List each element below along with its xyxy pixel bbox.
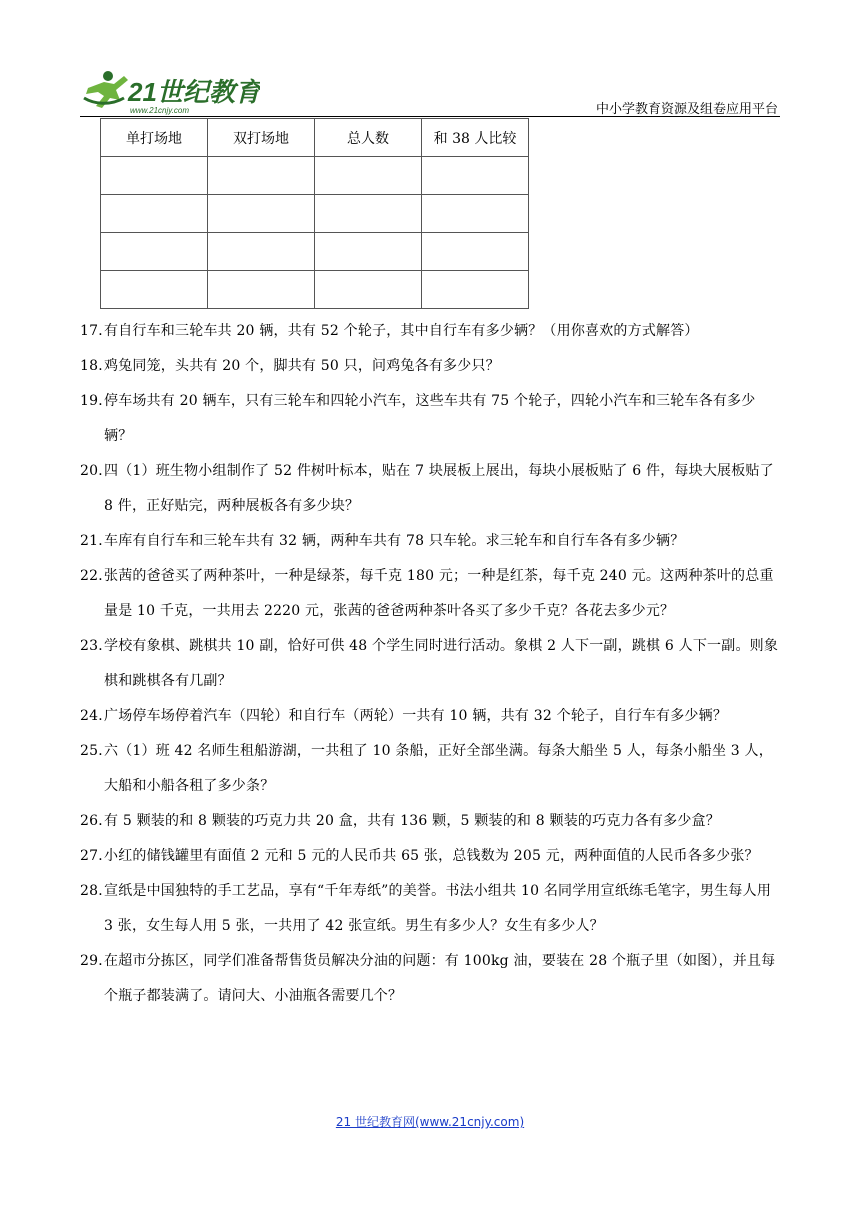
table-cell[interactable]: [315, 271, 422, 309]
court-comparison-table: [100, 118, 529, 309]
question-text: 鸡兔同笼，头共有 20 个，脚共有 50 只，问鸡兔各有多少只？: [104, 358, 500, 374]
question-number: 28．: [80, 883, 113, 899]
table-cell[interactable]: [101, 271, 208, 309]
question-number: 18．: [80, 358, 113, 374]
question-item: [80, 524, 780, 559]
question-text: 六（1）班 42 名师生租船游湖，一共租了 10 条船，正好全部坐满。每条大船坐 5 人，每条小船坐 3 人，大船和小船各租了多少条？: [104, 743, 773, 794]
question-number: 29．: [80, 953, 113, 969]
logo-url: www.21cnjy.com: [130, 106, 189, 115]
table-cell[interactable]: [315, 195, 422, 233]
table-header-cell: 总人数: [315, 119, 422, 157]
table-cell[interactable]: [208, 157, 315, 195]
table-cell[interactable]: [422, 271, 529, 309]
table-cell[interactable]: [101, 195, 208, 233]
question-item: [80, 629, 780, 699]
question-number: 25．: [80, 743, 113, 759]
question-number: 21．: [80, 533, 113, 549]
question-item: [80, 839, 780, 874]
table-cell[interactable]: [208, 271, 315, 309]
question-text: 宣纸是中国独特的手工艺品，享有“千年寿纸”的美誉。书法小组共 10 名同学用宣纸练毛笔字，男生每人用 3 张，女生每人用 5 张，一共用了 42 张宣纸。男生有多少人？女生有多少人？: [104, 883, 772, 934]
question-number: 24．: [80, 708, 113, 724]
table-cell[interactable]: [101, 157, 208, 195]
question-item: [80, 349, 780, 384]
question-text: 车库有自行车和三轮车共有 32 辆，两种车共有 78 只车轮。求三轮车和自行车各有多少辆？: [104, 533, 685, 549]
question-item: [80, 804, 780, 839]
question-item: [80, 454, 780, 524]
question-text: 有 5 颗装的和 8 颗装的巧克力共 20 盒，共有 136 颗，5 颗装的和 8 颗装的巧克力各有多少盒？: [104, 813, 720, 829]
question-number: 26．: [80, 813, 113, 829]
question-text: 有自行车和三轮车共 20 辆，共有 52 个轮子，其中自行车有多少辆？（用你喜欢的方式解答）: [104, 323, 699, 339]
table-cell[interactable]: [101, 233, 208, 271]
question-item: [80, 944, 780, 1014]
question-number: 22．: [80, 568, 113, 584]
question-text: 小红的储钱罐里有面值 2 元和 5 元的人民币共 65 张，总钱数为 205 元，两种面值的人民币各多少张？: [104, 848, 759, 864]
page-footer: [0, 1113, 860, 1130]
header-divider: [80, 116, 780, 117]
table-header-row: [101, 119, 529, 157]
table-header-cell: 单打场地: [101, 119, 208, 157]
table-row: [101, 157, 529, 195]
table-header-cell: 双打场地: [208, 119, 315, 157]
table-cell[interactable]: [422, 233, 529, 271]
table-cell[interactable]: [422, 157, 529, 195]
table-row: [101, 195, 529, 233]
question-text: 停车场共有 20 辆车，只有三轮车和四轮小汽车，这些车共有 75 个轮子，四轮小汽车和三轮车各有多少辆？: [104, 393, 756, 444]
question-list: [80, 314, 780, 1014]
table-cell[interactable]: [315, 157, 422, 195]
table-row: [101, 233, 529, 271]
question-text: 学校有象棋、跳棋共 10 副，恰好可供 48 个学生同时进行活动。象棋 2 人下一副，跳棋 6 人下一副。则象棋和跳棋各有几副？: [104, 638, 779, 689]
question-item: [80, 734, 780, 804]
question-text: 张茜的爸爸买了两种茶叶，一种是绿茶，每千克 180 元；一种是红茶，每千克 240 元。这两种茶叶的总重量是 10 千克，一共用去 2220 元，张茜的爸爸两种茶叶各买了多少千克？各花去多少元？: [104, 568, 774, 619]
table-cell[interactable]: [208, 233, 315, 271]
question-number: 20．: [80, 463, 113, 479]
logo-text: 21世纪教育: [128, 77, 260, 107]
footer-site-link[interactable]: 21 世纪教育网(www.21cnjy.com): [335, 1115, 525, 1129]
question-item: [80, 314, 780, 349]
question-item: [80, 699, 780, 734]
table-row: [101, 271, 529, 309]
question-item: [80, 874, 780, 944]
question-text: 广场停车场停着汽车（四轮）和自行车（两轮）一共有 10 辆，共有 32 个轮子，自行车有多少辆？: [104, 708, 728, 724]
question-number: 19．: [80, 393, 113, 409]
question-number: 23．: [80, 638, 113, 654]
table-cell[interactable]: [208, 195, 315, 233]
question-number: 17．: [80, 323, 113, 339]
question-text: 四（1）班生物小组制作了 52 件树叶标本，贴在 7 块展板上展出，每块小展板贴了 6 件，每块大展板贴了 8 件，正好贴完，两种展板各有多少块？: [104, 463, 774, 514]
question-item: [80, 559, 780, 629]
table-cell[interactable]: [422, 195, 529, 233]
question-text: 在超市分拣区，同学们准备帮售货员解决分油的问题：有 100kg 油，要装在 28 个瓶子里（如图），并且每个瓶子都装满了。请问大、小油瓶各需要几个？: [104, 953, 776, 1004]
question-item: [80, 384, 780, 454]
site-logo[interactable]: [80, 68, 260, 116]
table-header-cell: 和 38 人比较: [422, 119, 529, 157]
runner-logo-icon: [80, 68, 260, 116]
table-cell[interactable]: [315, 233, 422, 271]
question-number: 27．: [80, 848, 113, 864]
header-platform-name: 中小学教育资源及组卷应用平台: [595, 102, 778, 117]
